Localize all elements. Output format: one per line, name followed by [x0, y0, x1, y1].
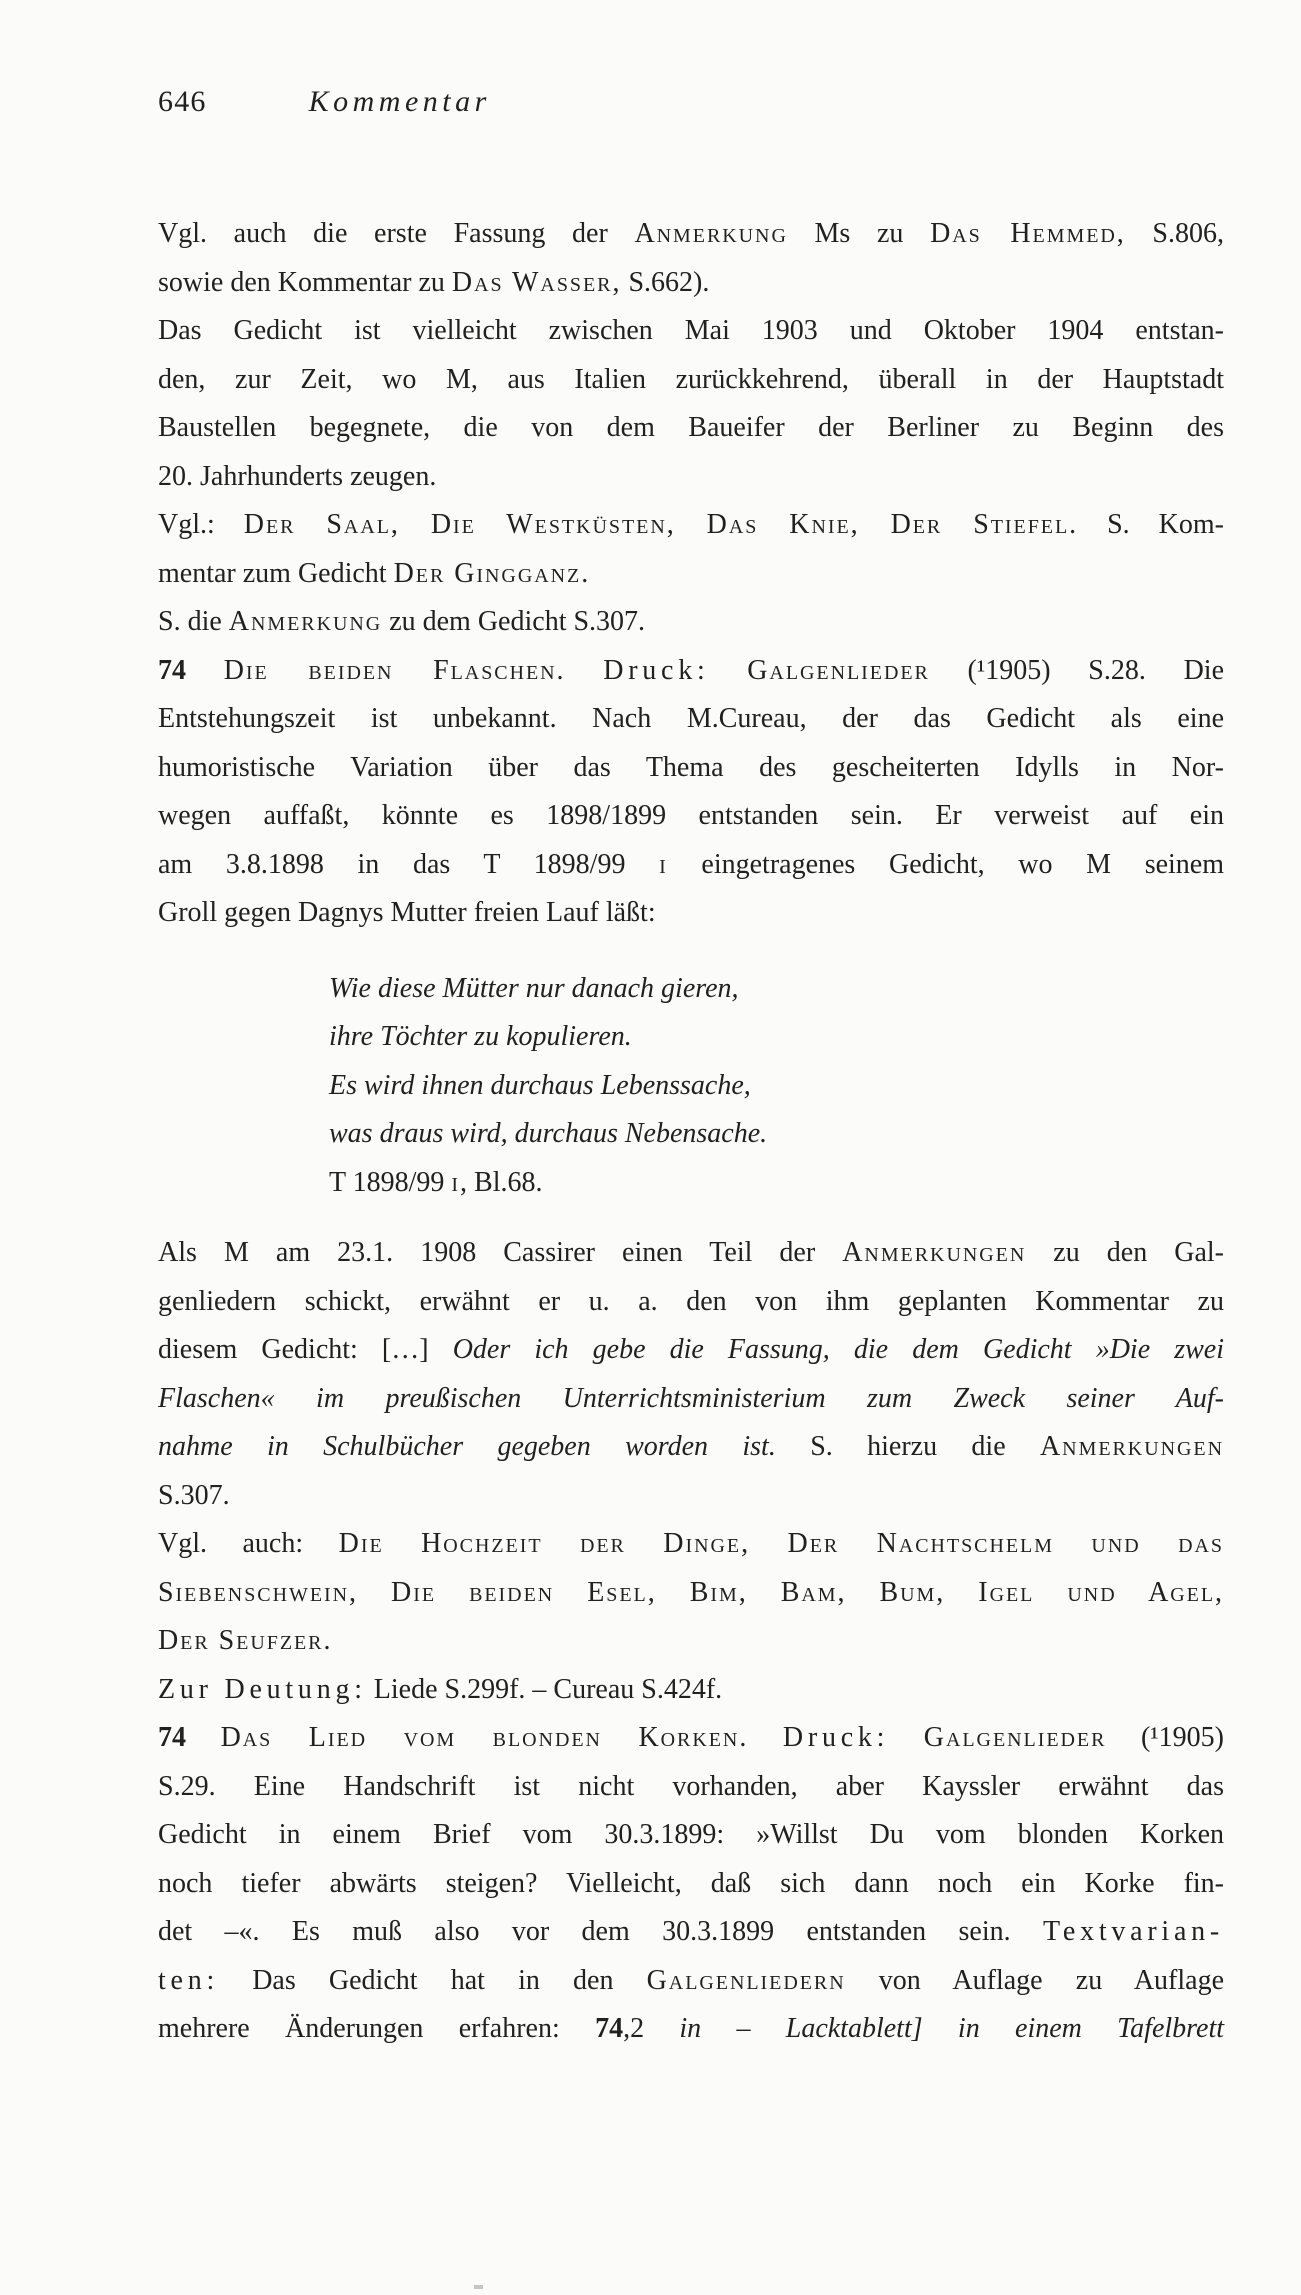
- text-segment: von Auflage zu Auflage: [845, 1964, 1225, 1996]
- text-segment: [710, 655, 748, 686]
- text-segment: Das Gedicht hat in den: [219, 1964, 647, 1996]
- work-title: Anmerkung: [634, 218, 788, 249]
- text-segment: (¹1905) S.28. Die: [929, 654, 1225, 686]
- text-line: [158, 259, 1224, 308]
- roman-numeral: i: [451, 1166, 461, 1198]
- text-line: [158, 1714, 1224, 1763]
- verse-line: [329, 1110, 1224, 1159]
- text-segment: [748, 1722, 783, 1753]
- text-segment: Ms zu: [787, 218, 931, 249]
- text-line: [158, 356, 1224, 405]
- work-title: Der Saal, Die Westküsten, Das Knie, Der Stiefel.: [243, 509, 1079, 540]
- page-header: [158, 84, 491, 120]
- text-segment: det –«. Es muß also vor dem 30.3.1899 entstanden sein.: [158, 1916, 1043, 1947]
- page-number: 646: [158, 85, 207, 118]
- quotation-text: nahme in Schulbücher gegeben worden ist.: [158, 1431, 776, 1462]
- page-body: [158, 210, 1224, 2054]
- text-line: [158, 1860, 1224, 1909]
- text-line: [158, 1617, 1224, 1666]
- work-title: Galgenlieder: [747, 654, 930, 686]
- quotation-text: Oder ich gebe die Fassung, die dem Gedicht »Die zwei: [452, 1334, 1224, 1365]
- text-segment: (¹1905): [1106, 1722, 1225, 1753]
- text-line: [158, 695, 1224, 744]
- text-segment: , Bl.68.: [460, 1166, 543, 1198]
- text-segment: Groll gegen Dagnys Mutter freien Lauf läßt:: [158, 897, 656, 928]
- text-line: [158, 210, 1224, 259]
- lemma-number: 74: [595, 2013, 624, 2044]
- text-line: [158, 1908, 1224, 1957]
- text-segment: am 3.8.1898 in das T 1898/99: [158, 848, 660, 880]
- verse-source: [329, 1159, 1224, 1208]
- text-line: [158, 1520, 1224, 1569]
- spaced-term: Druck:: [782, 1722, 890, 1753]
- text-segment: Vgl. auch:: [158, 1528, 339, 1559]
- work-title: Die beiden Flaschen.: [223, 654, 566, 686]
- work-title: Das Lied vom blonden Korken.: [220, 1722, 749, 1753]
- text-line: [158, 841, 1224, 890]
- work-title: Galgenliedern: [646, 1964, 846, 1996]
- text-segment: wegen auffaßt, könnte es 1898/1899 entstanden sein. Er verweist auf ein: [158, 800, 1224, 831]
- text-segment: Als M am 23.1. 1908 Cassirer einen Teil der: [158, 1237, 843, 1268]
- text-line: [158, 1763, 1224, 1812]
- verse-text: was draus wird, durchaus Nebensache.: [329, 1118, 768, 1149]
- text-line: [158, 1423, 1224, 1472]
- spaced-term: Textvarian-: [1043, 1916, 1224, 1947]
- text-line: [158, 404, 1224, 453]
- lemma-text: in – Lacktablett] in einem Tafelbrett: [679, 2013, 1225, 2044]
- verse-text: ihre Töchter zu kopulieren.: [329, 1021, 632, 1052]
- text-segment: Vgl. auch die erste Fassung der: [158, 218, 635, 249]
- text-line: [158, 792, 1224, 841]
- text-segment: Das Gedicht ist vielleicht zwischen Mai 1903 und Oktober 1904 entstan-: [158, 315, 1224, 346]
- text-segment: 20. Jahrhunderts zeugen.: [158, 460, 437, 492]
- text-line: [158, 501, 1224, 550]
- text-line: [158, 598, 1224, 647]
- text-segment: mentar zum Gedicht: [158, 557, 394, 589]
- text-line: [158, 307, 1224, 356]
- text-line: [158, 550, 1224, 599]
- text-line: [158, 1957, 1224, 2006]
- running-head: Kommentar: [308, 85, 491, 118]
- text-line: [158, 1811, 1224, 1860]
- text-line: [158, 1326, 1224, 1375]
- spaced-term: ten:: [158, 1964, 220, 1996]
- lemma-number: 74: [158, 654, 224, 686]
- text-line: [158, 647, 1224, 696]
- text-line: [158, 1569, 1224, 1618]
- work-title: Der Seufzer.: [158, 1625, 333, 1656]
- text-segment: mehrere Änderungen erfahren:: [158, 2013, 596, 2044]
- text-segment: S.662).: [621, 266, 710, 298]
- verse-line: [329, 1013, 1224, 1062]
- lemma-number: 74: [158, 1722, 221, 1753]
- text-segment: T 1898/99: [329, 1166, 452, 1198]
- text-line: [158, 2005, 1224, 2054]
- text-line: [158, 1229, 1224, 1278]
- work-title: Anmerkungen: [842, 1237, 1027, 1268]
- text-segment: sowie den Kommentar zu: [158, 266, 452, 298]
- verse-quote: [329, 965, 1224, 1208]
- text-line: [158, 1375, 1224, 1424]
- work-title: Anmerkungen: [1040, 1431, 1224, 1462]
- work-title: Anmerkung: [228, 606, 383, 637]
- text-segment: Baustellen begegnete, die von dem Baueifer der Berliner zu Beginn des: [158, 412, 1224, 443]
- text-segment: Vgl.:: [158, 509, 244, 540]
- text-segment: den, zur Zeit, wo M, aus Italien zurückkehrend, überall in der Hauptstadt: [158, 363, 1224, 395]
- text-segment: S. die: [158, 606, 229, 637]
- text-segment: ,2: [623, 2013, 680, 2044]
- text-segment: S.307.: [158, 1479, 230, 1511]
- text-line: [158, 1472, 1224, 1521]
- verse-text: Es wird ihnen durchaus Lebenssache,: [329, 1069, 751, 1101]
- work-title: Galgenlieder: [923, 1722, 1107, 1753]
- text-line: [158, 889, 1224, 938]
- text-segment: S. hierzu die: [775, 1431, 1040, 1462]
- quotation-text: Flaschen« im preußischen Unterrichtsministerium zum Zweck seiner Auf-: [158, 1382, 1224, 1414]
- work-title: Die Hochzeit der Dinge, Der Nachtschelm und das: [338, 1528, 1224, 1559]
- verse-line: [329, 965, 1224, 1014]
- work-title: Das Wasser,: [451, 266, 622, 298]
- text-segment: zu dem Gedicht S.307.: [382, 606, 646, 637]
- work-title: Der Gingganz.: [393, 557, 591, 589]
- text-segment: S.806,: [1125, 218, 1224, 249]
- text-segment: S. Kom-: [1078, 509, 1225, 540]
- scan-artifact: [474, 2285, 483, 2289]
- text-segment: humoristische Variation über das Thema des gescheiterten Idylls in Nor-: [158, 751, 1224, 783]
- text-segment: eingetragenes Gedicht, wo M seinem: [667, 848, 1225, 880]
- verse-line: [329, 1062, 1224, 1111]
- text-line: [158, 1278, 1224, 1327]
- roman-numeral: i: [659, 848, 668, 880]
- spaced-term: Druck:: [603, 654, 710, 686]
- text-segment: genliedern schickt, erwähnt er u. a. den von ihm geplanten Kommentar zu: [158, 1285, 1224, 1317]
- text-segment: Entstehungszeit ist unbekannt. Nach M.Cureau, der das Gedicht als eine: [158, 703, 1224, 734]
- text-segment: [889, 1722, 924, 1753]
- work-title: Siebenschwein, Die beiden Esel, Bim, Bam, Bum, Igel und Agel,: [158, 1576, 1224, 1608]
- text-segment: Liede S.299f. – Cureau S.424f.: [366, 1673, 723, 1705]
- text-line: [158, 744, 1224, 793]
- text-line: [158, 1666, 1224, 1715]
- spaced-term: Zur Deutung:: [158, 1673, 367, 1705]
- verse-text: Wie diese Mütter nur danach gieren,: [329, 972, 739, 1004]
- work-title: Das Hemmed,: [930, 218, 1126, 249]
- text-line: [158, 453, 1224, 502]
- text-segment: S.29. Eine Handschrift ist nicht vorhanden, aber Kayssler erwähnt das: [158, 1770, 1224, 1802]
- text-segment: noch tiefer abwärts steigen? Vielleicht, daß sich dann noch ein Korke fin-: [158, 1867, 1224, 1899]
- text-segment: diesem Gedicht: […]: [158, 1334, 453, 1365]
- text-segment: Gedicht in einem Brief vom 30.3.1899: »Willst Du vom blonden Korken: [158, 1819, 1224, 1850]
- text-segment: [566, 655, 604, 686]
- text-segment: zu den Gal-: [1026, 1237, 1224, 1268]
